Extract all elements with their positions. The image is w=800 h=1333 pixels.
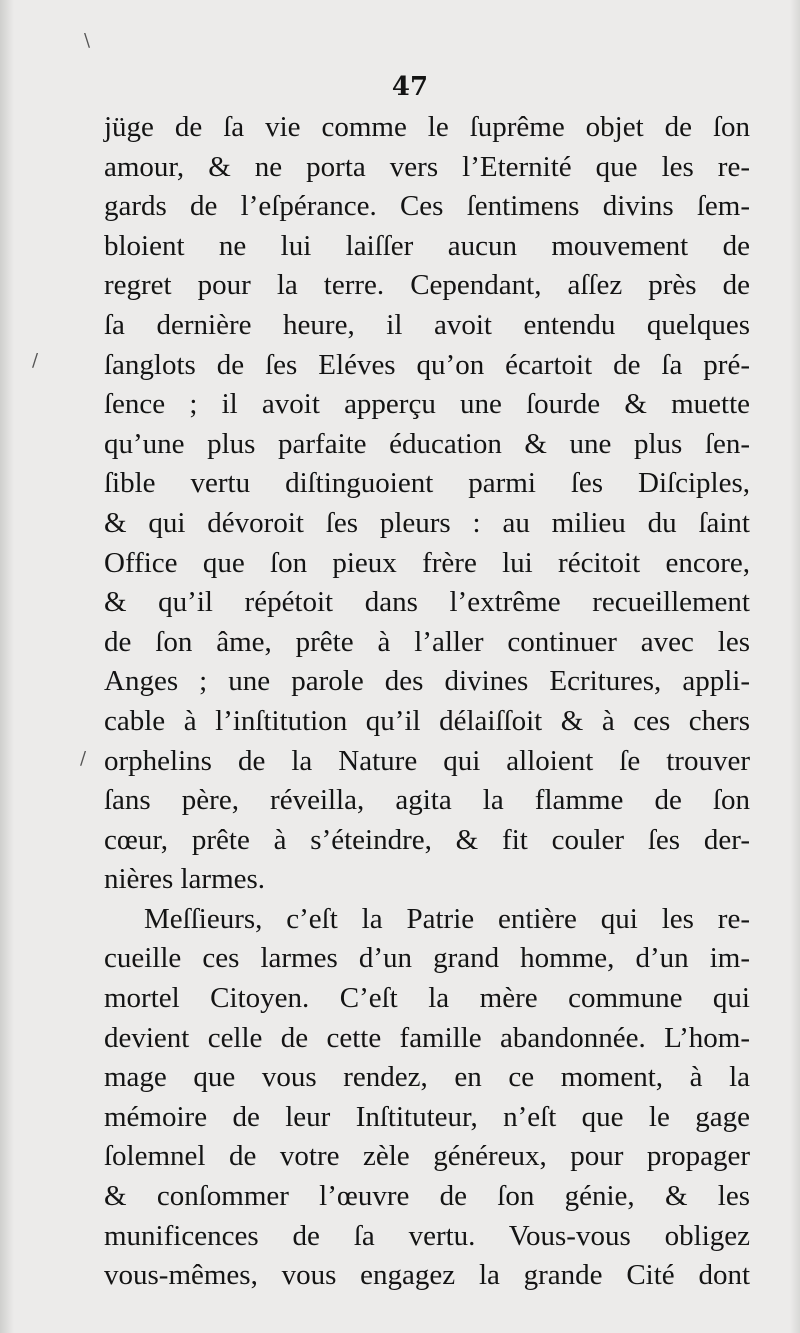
- text-line: cueille ces larmes d’un grand homme, d’un im-: [104, 942, 750, 975]
- text-line: ſa dernière heure, il avoit entendu quelques: [104, 308, 750, 341]
- text-line: orphelins de la Nature qui alloient ſe trouver: [104, 744, 750, 777]
- page-number: 47: [391, 72, 429, 102]
- text-line: mortel Citoyen. C’eſt la mère commune qui: [104, 982, 750, 1015]
- text-line: jüge de ſa vie comme le ſuprême objet de ſon: [104, 111, 750, 143]
- text-line: qu’une plus parfaite éducation & une plus ſen-: [104, 427, 750, 460]
- text-line: & qui dévoroit ſes pleurs : au milieu du ſaint: [104, 506, 750, 539]
- text-line: gards de l’eſpérance. Ces ſentimens divins ſem-: [104, 190, 750, 223]
- text-line: ſans père, réveilla, agita la flamme de ſon: [104, 784, 750, 817]
- text-line: amour, & ne porta vers l’Eternité que les re-: [104, 150, 750, 183]
- text-line: mage que vous rendez, en ce moment, à la: [104, 1061, 750, 1094]
- paragraph: [104, 108, 750, 900]
- text-line: Meſſieurs, c’eſt la Patrie entière qui les re-: [144, 902, 750, 935]
- page-edge-right: [790, 0, 800, 1333]
- text-line: nières larmes.: [104, 863, 266, 896]
- text-line: munificences de ſa vertu. Vous-vous obligez: [104, 1219, 750, 1252]
- margin-mark: /: [32, 350, 39, 371]
- text-line: & conſommer l’œuvre de ſon génie, & les: [104, 1180, 750, 1213]
- text-line: Office que ſon pieux frère lui récitoit encore,: [104, 546, 750, 579]
- text-line: ſence ; il avoit apperçu une ſourde & muette: [104, 388, 750, 421]
- text-line: ſanglots de ſes Eléves qu’on écartoit de ſa pré-: [104, 348, 750, 381]
- margin-mark: /: [80, 748, 87, 769]
- text-line: ſolemnel de votre zèle généreux, pour propager: [104, 1140, 750, 1173]
- text-line: Anges ; une parole des divines Ecritures, appli-: [104, 665, 750, 698]
- page-gutter-left: [0, 0, 14, 1333]
- text-line: cable à l’inſtitution qu’il délaiſſoit & à ces chers: [104, 704, 750, 737]
- text-line: regret pour la terre. Cependant, aſſez près de: [104, 269, 750, 302]
- text-line: devient celle de cette famille abandonnée. L’hom-: [104, 1021, 750, 1054]
- text-line: ſible vertu diſtinguoient parmi ſes Diſciples,: [104, 467, 750, 500]
- text-line: cœur, prête à s’éteindre, & fit couler ſes der-: [104, 823, 750, 856]
- text-line: de ſon âme, prête à l’aller continuer avec les: [104, 625, 750, 658]
- text-line: mémoire de leur Inſtituteur, n’eſt que le gage: [104, 1100, 750, 1133]
- margin-mark: \: [84, 30, 91, 51]
- text-line: bloient ne lui laiſſer aucun mouvement de: [104, 229, 750, 262]
- text-line: & qu’il répétoit dans l’extrême recueillement: [104, 586, 750, 619]
- text-line: vous-mêmes, vous engagez la grande Cité dont: [104, 1259, 750, 1292]
- paragraph: [104, 900, 750, 1296]
- body-text: [104, 108, 750, 1296]
